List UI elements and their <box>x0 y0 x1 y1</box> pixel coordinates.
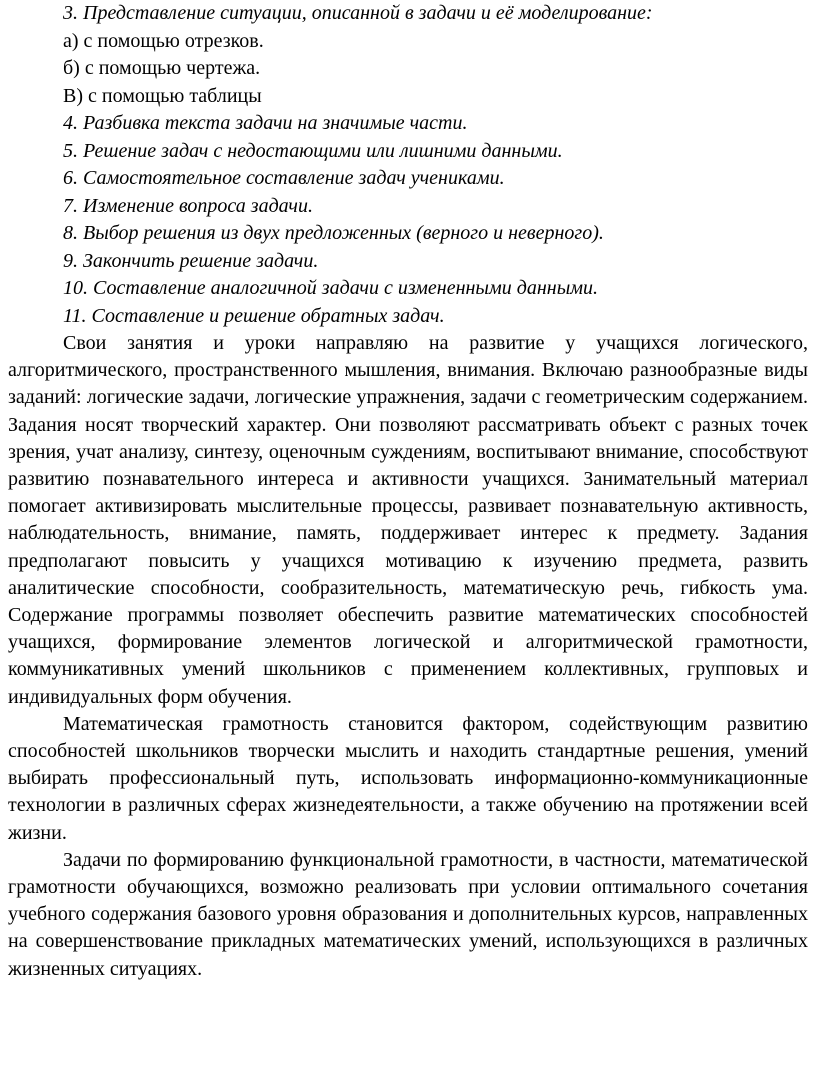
list-item: 9. Закончить решение задачи. <box>63 249 319 272</box>
list-item: а) с помощью отрезков. <box>63 29 264 52</box>
body-paragraph-1: Свои занятия и уроки направляю на развитие у учащихся логического, алгоритмического, пространственного мышления, внимания. Включаю разнообразные виды заданий: логические задачи, логические упражнения, задачи с геометрическим содержанием. Задания носят творческий характер. Они позволяют рассматривать объект с разных точек зрения, учат анализу, синтезу, оценочным суждениям, воспитывают внимание, способствуют развитию познавательного интереса и активности учащихся. Занимательный материал помогает активизировать мыслительные процессы, развивает познавательную активность, наблюдательность, внимание, память, поддерживает интерес к предмету. Задания предполагают повысить у учащихся мотивацию к изучению предмета, развить аналитические способности, сообразительность, математическую речь, гибкость ума. Содержание программы позволяет обеспечить развитие математических способностей учащихся, формирование элементов логической и алгоритмической грамотности, коммуникативных умений школьников с применением коллективных, групповых и индивидуальных форм обучения. <box>8 332 808 708</box>
list-item: б) с помощью чертежа. <box>63 57 261 79</box>
list-item: 8. Выбор решения из двух предложенных (верного и неверного). <box>63 222 604 244</box>
list-item: 7. Изменение вопроса задачи. <box>63 194 313 217</box>
list-item: В) с помощью таблицы <box>63 84 262 107</box>
body-paragraph-3: Задачи по формированию функциональной грамотности, в частности, математической грамотности обучающихся, возможно реализовать при условии оптимального сочетания учебного содержания базового уровня образования и дополнительных курсов, направленных на совершенствование прикладных математических умений, использующихся в различных жизненных ситуациях. <box>8 848 808 980</box>
list-item: 6. Самостоятельное составление задач учениками. <box>63 167 505 189</box>
body-paragraph-2: Математическая грамотность становится фактором, содействующим развитию способностей школьников творчески мыслить и находить стандартные решения, умений выбирать профессиональный путь, использовать информационно-коммуникационные технологии в различных сферах жизнедеятельности, а также обучению на протяжении всей жизни. <box>8 712 808 844</box>
list-item: 3. Представление ситуации, описанной в задачи и её моделирование: <box>63 2 653 24</box>
list-item: 4. Разбивка текста задачи на значимые части. <box>63 112 468 134</box>
list-item: 5. Решение задач с недостающими или лишними данными. <box>63 139 563 162</box>
list-item: 11. Составление и решение обратных задач. <box>63 304 445 327</box>
task-type-list <box>8 0 808 330</box>
list-item: 10. Составление аналогичной задачи с измененными данными. <box>63 277 599 299</box>
